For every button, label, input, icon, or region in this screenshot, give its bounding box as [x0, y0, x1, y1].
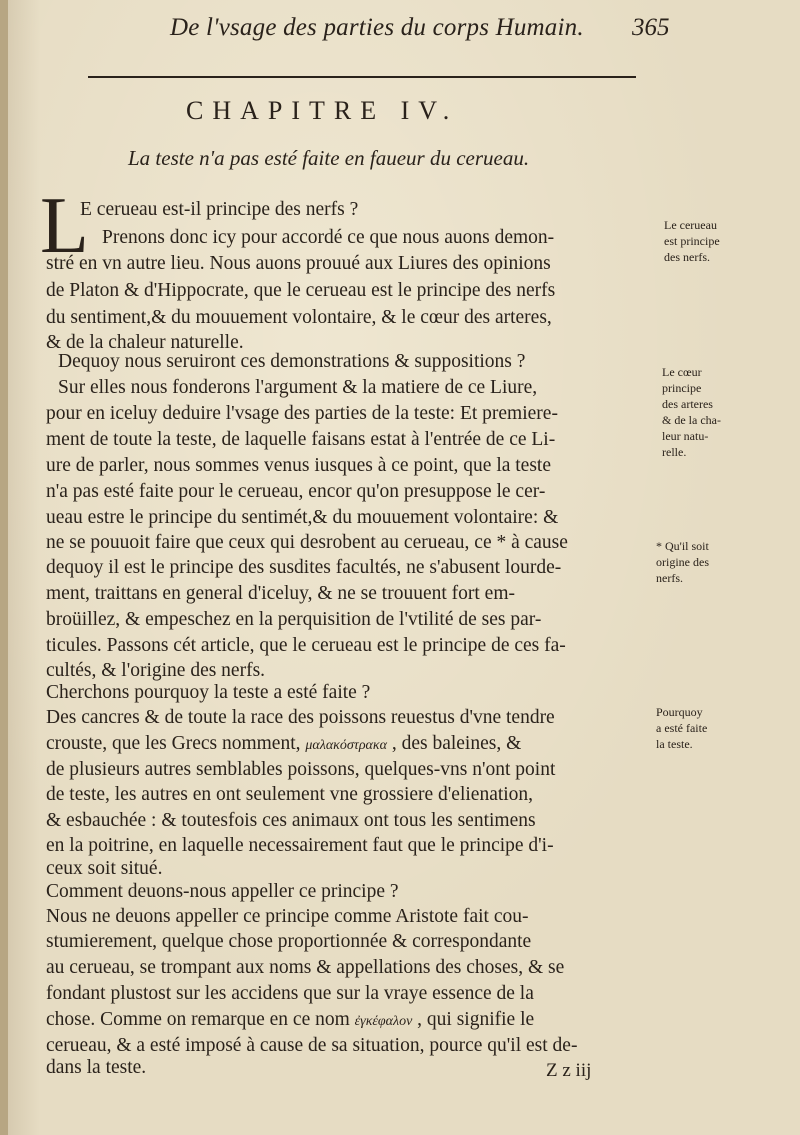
body-line: Des cancres & de toute la race des poissons reuestus d'vne tendre [46, 707, 555, 728]
margin-note-line: leur natu- [662, 429, 709, 443]
body-line: en la poitrine, en laquelle necessairement faut que le principe d'i- [46, 835, 554, 856]
body-line: Comment deuons-nous appeller ce principe ? [46, 881, 399, 902]
body-line: stré en vn autre lieu. Nous auons prouué aux Liures des opinions [46, 253, 551, 274]
body-line: dans la teste. [46, 1057, 147, 1078]
body-line: Prenons donc icy pour accordé ce que nous auons demon- [102, 227, 555, 248]
body-line: Dequoy nous seruiront ces demonstrations & suppositions ? [58, 351, 526, 372]
signature-mark: Z z iij [546, 1060, 592, 1081]
header-rule [88, 76, 636, 78]
margin-note-line: principe [662, 381, 702, 395]
body-line: Nous ne deuons appeller ce principe comme Aristote fait cou- [46, 906, 529, 927]
body-line: de teste, les autres en ont seulement vne grossiere d'elienation, [46, 784, 534, 805]
body-line: Cherchons pourquoy la teste a esté faite ? [46, 682, 371, 703]
body-line [46, 732, 521, 758]
body-line [46, 1008, 534, 1034]
body-line: ceux soit situé. [46, 858, 163, 879]
body-line-part: chose. Comme on remarque en ce nom [46, 1009, 350, 1030]
body-line: pour en iceluy deduire l'vsage des parties de la teste: Et premiere- [46, 403, 558, 424]
body-line: fondant plustost sur les accidens que sur la vraye essence de la [46, 983, 534, 1004]
body-line: cultés, & l'origine des nerfs. [46, 660, 266, 681]
margin-note-line: relle. [662, 445, 687, 459]
margin-note-line: la teste. [656, 737, 693, 751]
body-line: du sentiment,& du mouuement volontaire, & le cœur des arteres, [46, 307, 552, 328]
margin-note [656, 538, 709, 586]
body-line: ueau estre le principe du sentimét,& du mouuement volontaire: & [46, 507, 559, 528]
body-line-part: crouste, que les Grecs nomment, [46, 733, 301, 754]
drop-cap: L [40, 182, 89, 270]
body-line: de plusieurs autres semblables poissons, quelques-vns n'ont point [46, 759, 556, 780]
body-line: E cerueau est-il principe des nerfs ? [80, 199, 359, 220]
body-line: ure de parler, nous sommes venus iusques à ce point, que la teste [46, 455, 552, 476]
greek-term: ἐγκέφαλον [354, 1014, 413, 1029]
chapter-title: CHAPITRE IV. [186, 96, 459, 125]
margin-note [664, 217, 720, 265]
margin-note-line: Le cerueau [664, 218, 717, 232]
margin-note-line: est principe [664, 234, 720, 248]
margin-note-line: des arteres [662, 397, 713, 411]
margin-note-line: des nerfs. [664, 250, 710, 264]
body-line: ticules. Passons cét article, que le cerueau est le principe de ces fa- [46, 635, 566, 656]
body-line: au cerueau, se trompant aux noms & appellations des choses, & se [46, 957, 565, 978]
margin-note [662, 364, 721, 460]
margin-note-line: origine des [656, 555, 709, 569]
greek-term: μαλακόστρακα [305, 738, 387, 753]
body-line: broüillez, & empeschez en la perquisition de l'vtilité de ses par- [46, 609, 542, 630]
margin-note-line: nerfs. [656, 571, 683, 585]
body-line: & esbauchée : & toutesfois ces animaux ont tous les sentimens [46, 810, 536, 831]
margin-note [656, 704, 707, 752]
body-line: cerueau, & a esté imposé à cause de sa situation, pource qu'il est de- [46, 1035, 578, 1056]
running-head: De l'vsage des parties du corps Humain. [170, 14, 584, 41]
body-line: ment de toute la teste, de laquelle faisans estat à l'entrée de ce Li- [46, 429, 556, 450]
body-line: n'a pas esté faite pour le cerueau, encor qu'on presuppose le cer- [46, 481, 546, 502]
page-number: 365 [632, 14, 670, 41]
body-line-part: , qui signifie le [417, 1009, 535, 1030]
body-line: & de la chaleur naturelle. [46, 332, 244, 353]
body-line: ment, traittans en general d'iceluy, & ne se trouuent fort em- [46, 583, 515, 604]
margin-note-line: Pourquoy [656, 705, 703, 719]
margin-note-line: a esté faite [656, 721, 708, 735]
body-line: de Platon & d'Hippocrate, que le cerueau est le principe des nerfs [46, 280, 556, 301]
body-line: dequoy il est le principe des susdites facultés, ne s'abusent lourde- [46, 557, 562, 578]
body-line: stumierement, quelque chose proportionnée & correspondante [46, 931, 532, 952]
margin-note-line: * Qu'il soit [656, 539, 709, 553]
chapter-subtitle: La teste n'a pas esté faite en faueur du cerueau. [128, 146, 530, 170]
margin-note-line: Le cœur [662, 365, 702, 379]
margin-note-line: & de la cha- [662, 413, 721, 427]
body-line: ne se pouuoit faire que ceux qui desrobent au cerueau, ce * à cause [46, 532, 568, 553]
body-line-part: , des baleines, & [391, 733, 522, 754]
body-line: Sur elles nous fonderons l'argument & la matiere de ce Liure, [58, 377, 538, 398]
page-gutter-shadow [0, 0, 8, 1135]
